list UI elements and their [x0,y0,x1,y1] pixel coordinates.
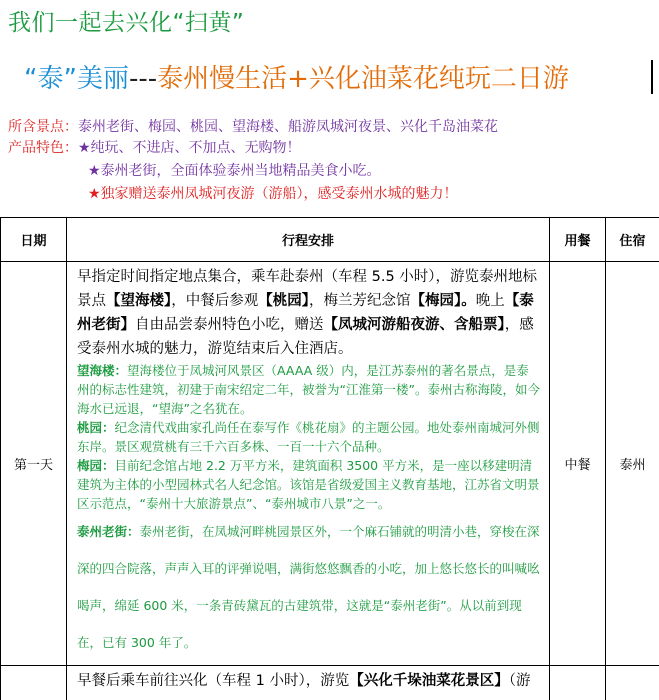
desc-label: 桃园： [77,420,115,435]
text-segment: ，感受泰州水城的魅力，游览结束后入住酒店。 [77,317,534,357]
page-title: 我们一起去兴化“扫黄” [8,10,245,36]
meal-cell: 中餐 [550,262,606,666]
header-meal: 用餐 [550,218,606,262]
desc-text: 纪念清代戏曲家孔尚任在泰写作《桃花扇》的主题公园。地处泰州南城河外侧东岸。景区观赏桃有三千六百多株、一百一十六个品种。 [77,420,540,454]
stay-cell: 泰州 [606,262,659,666]
day-cell [1,666,67,700]
header-stay: 住宿 [606,218,659,262]
day-cell: 第一天 [1,262,67,666]
itinerary-table [0,217,659,700]
header-day: 日期 [1,218,67,262]
subtitle-main: 泰州慢生活+兴化油菜花纯玩二日游 [157,64,569,94]
desc-taoyuan [77,418,541,456]
desc-text: 泰州老街，在凤城河畔桃园景区外，一个麻石铺就的明清小巷，穿梭在深深的四合院落，声声入耳的评弹说唱，满街悠悠飘香的小吃，加上悠长悠长的叫喊吆喝声，绵延 600 米，一条青砖黛瓦的古建筑带，这就是“泰州老街”。从以前到现在，已有 300 年了。 [77,524,540,650]
schedule-cell [67,666,550,700]
stay-cell [606,666,659,700]
spot-meiyuan: 【梅园】。 [410,293,476,309]
text-segment: 早指定时间指定地点集合，乘车赴泰州（车程 5.5 小时），游览泰州地标景点 [77,269,538,309]
spot-boat-tour: 【凤城河游船夜游、含船票】 [323,317,505,333]
table-row [1,262,659,666]
text-segment: ，梅兰芳纪念馆 [309,293,411,309]
desc-label: 望海楼： [77,363,128,378]
feature-2: ★泰州老街，全面体验泰州当地精品美食小吃。 [88,163,381,179]
page-subtitle [24,58,569,95]
table-header-row [1,218,659,262]
spots-label: 所含景点： [8,119,78,135]
features-label: 产品特色： [8,140,78,156]
desc-laojie [77,513,541,661]
desc-text: 望海楼位于凤城河风景区（AAAA 级）内，是江苏泰州的著名景点，是泰州的标志性建筑，初建于南宋绍定二年，被誉为“江淮第一楼”。泰州古称海陵，如今海水已远退，“望海”之名犹在。 [77,363,540,416]
desc-label: 梅园： [77,458,115,473]
desc-text: 目前纪念馆占地 2.2 万平方米，建筑面积 3500 平方米，是一座以移建明清建筑为主体的小型园林式名人纪念馆。该馆是省级爱国主义教育基地，江苏省文明景区示范点，“泰州十大旅游景点”、“泰州城市八景”之一。 [77,458,540,511]
desc-meiyuan [77,456,541,513]
spot-wanghailou: 【望海楼】 [106,293,172,309]
spot-laojie: 【泰州老街】 [77,293,534,333]
schedule-main-text [77,669,541,693]
text-segment: 晚上 [475,293,505,309]
desc-label: 泰州老街： [77,524,140,539]
subtitle-tai: “泰” [24,64,77,94]
header-schedule: 行程安排 [67,218,550,262]
spots-value: 泰州老街、梅园、桃园、望海楼、船游凤城河夜景、兴化千岛油菜花 [78,119,498,135]
feature-3: ★独家赠送泰州凤城河夜游（游船），感受泰州水城的魅力！ [88,186,458,202]
feature-1: ★纯玩、不进店、不加点、无购物！ [78,140,301,156]
subtitle-dash: --- [128,64,158,94]
text-segment: 早餐后乘车前往兴化（车程 1 小时），游览 [77,673,350,689]
schedule-main-text [77,265,541,361]
text-cursor [651,60,653,94]
schedule-cell [67,262,550,666]
spots-line [8,116,498,136]
text-segment: ，中餐后参观 [171,293,259,309]
subtitle-meili: 美丽 [76,64,129,94]
spot-taoyuan: 【桃园】 [258,293,309,309]
desc-wanghailou [77,361,541,418]
features-line [8,137,301,157]
spot-qianduo: 【兴化千垛油菜花景区】 [349,673,509,689]
meal-cell [550,666,606,700]
text-segment: （游 [508,673,531,689]
table-row [1,666,659,700]
text-segment: 自由品尝泰州特色小吃，赠送 [135,317,324,333]
